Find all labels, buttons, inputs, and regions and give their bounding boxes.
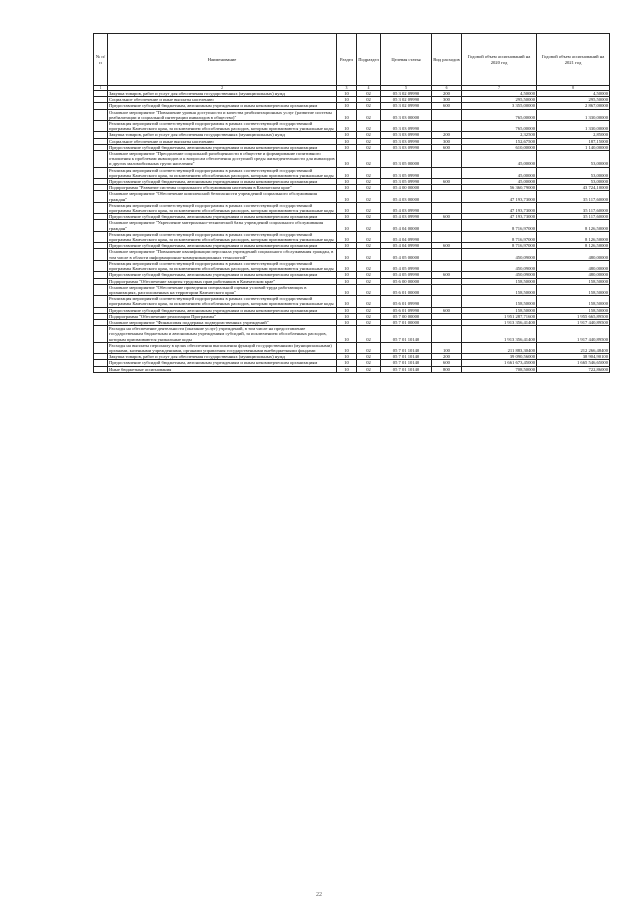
row-expense-type: 600 (432, 360, 462, 366)
column-number: 3 (337, 86, 357, 91)
row-target-article: 05 4 04 09990 (381, 231, 432, 242)
row-target-article: 05 7 00 00000 (381, 313, 432, 319)
row-name: Подпрограмма "Развитие системы социального обслуживания населения в Камчатском крае" (108, 185, 337, 191)
row-name: Иные бюджетные ассигнования (108, 366, 337, 372)
row-amount-2021: 1 140,00000 (537, 144, 610, 150)
row-expense-type: 600 (432, 214, 462, 220)
row-subsection: 02 (357, 313, 381, 319)
row-amount-2020: 610,00000 (462, 144, 537, 150)
row-expense-type (432, 284, 462, 295)
row-amount-2021: 295,50000 (537, 97, 610, 103)
row-subsection: 02 (357, 138, 381, 144)
row-expense-type (432, 121, 462, 132)
row-amount-2020: 47 193,73000 (462, 214, 537, 220)
row-expense-type (432, 260, 462, 271)
row-target-article: 05 3 02 09990 (381, 91, 432, 97)
row-target-article: 05 7 01 10140 (381, 354, 432, 360)
row-amount-2021: 1 917 440,89500 (537, 326, 610, 343)
row-subsection: 02 (357, 167, 381, 178)
row-name: Социальное обеспечение и иные выплаты населению (108, 138, 337, 144)
row-amount-2021: 35 117,60000 (537, 214, 610, 220)
row-expense-type: 600 (432, 307, 462, 313)
row-name: Предоставление субсидий бюджетным, автономным учреждениям и иным некоммерческим организациям (108, 214, 337, 220)
row-name: Предоставление субсидий бюджетным, автономным учреждениям и иным некоммерческим организациям (108, 179, 337, 185)
row-section: 10 (337, 132, 357, 138)
table-row (94, 231, 610, 242)
row-target-article: 05 4 04 00000 (381, 220, 432, 231)
row-expense-type (432, 296, 462, 307)
row-section: 10 (337, 151, 357, 168)
row-expense-type: 600 (432, 179, 462, 185)
table-body (94, 91, 610, 373)
row-subsection: 02 (357, 342, 381, 353)
row-target-article: 05 4 00 00000 (381, 185, 432, 191)
column-number: 5 (381, 86, 432, 91)
row-amount-2021: 187,15000 (537, 138, 610, 144)
row-name: Предоставление субсидий бюджетным, автономным учреждениям и иным некоммерческим организациям (108, 243, 337, 249)
row-subsection: 02 (357, 109, 381, 120)
row-section: 10 (337, 144, 357, 150)
row-amount-2020: 39 090,56000 (462, 354, 537, 360)
row-amount-2021: 1 955 665,89500 (537, 313, 610, 319)
row-name: Основное мероприятие "Повышение квалификации персонала учреждений социального обслуживания граждан, в том числе в области информационно-коммуникационных технологий" (108, 249, 337, 260)
row-subsection: 02 (357, 179, 381, 185)
row-amount-2021: 1 330,00000 (537, 121, 610, 132)
row-subsection: 02 (357, 151, 381, 168)
row-number (94, 151, 108, 168)
row-target-article: 05 3 03 09990 (381, 144, 432, 150)
row-name: Предоставление субсидий бюджетным, автономным учреждениям и иным некоммерческим организациям (108, 272, 337, 278)
row-target-article: 05 3 03 09990 (381, 121, 432, 132)
row-name: Предоставление субсидий бюджетным, автономным учреждениям и иным некоммерческим организациям (108, 360, 337, 366)
row-number (94, 284, 108, 295)
row-section: 10 (337, 167, 357, 178)
row-amount-2020: 8 716,97000 (462, 220, 537, 231)
row-subsection: 02 (357, 243, 381, 249)
row-name: Реализация мероприятий соответствующей подпрограммы в рамках соответствующей государственной программы Камчатского края, за исключением обособленных расходов, которым присваиваются уникальные коды (108, 167, 337, 178)
row-amount-2021: 53,00000 (537, 151, 610, 168)
row-section: 10 (337, 214, 357, 220)
row-section: 10 (337, 109, 357, 120)
row-name: Предоставление субсидий бюджетным, автономным учреждениям и иным некоммерческим организациям (108, 103, 337, 109)
row-amount-2021: 158,50000 (537, 284, 610, 295)
table-row (94, 202, 610, 213)
row-subsection: 02 (357, 132, 381, 138)
row-amount-2020: 2,32500 (462, 132, 537, 138)
row-section: 10 (337, 202, 357, 213)
row-subsection: 02 (357, 296, 381, 307)
row-section: 10 (337, 342, 357, 353)
row-amount-2021: 8 126,50000 (537, 220, 610, 231)
row-number (94, 231, 108, 242)
row-amount-2020: 8 716,97000 (462, 243, 537, 249)
row-expense-type: 300 (432, 97, 462, 103)
row-subsection: 02 (357, 278, 381, 284)
row-name: Расходы на выплаты персоналу в целях обеспечения выполнения функций государственными (муниципальными) органами, казенными учреждениями, органами управления государственными внебюджетными фондами (108, 342, 337, 353)
row-amount-2020: 8 716,97000 (462, 231, 537, 242)
row-section: 10 (337, 354, 357, 360)
row-amount-2020: 450,09000 (462, 272, 537, 278)
row-subsection: 02 (357, 272, 381, 278)
row-section: 10 (337, 307, 357, 313)
row-section: 10 (337, 91, 357, 97)
table-row (94, 342, 610, 353)
row-number (94, 202, 108, 213)
table-row (94, 151, 610, 168)
row-name: Основное мероприятие "Финансовая поддержка подведомственных учреждений" (108, 319, 337, 325)
row-target-article: 05 6 00 00000 (381, 278, 432, 284)
header-name: Наименование (108, 34, 337, 86)
row-amount-2021: 1 330,00000 (537, 109, 610, 120)
row-name: Основное мероприятие "Преодоление социальной разобщенности в обществе и формирование позитивного отношения к проблемам инвалидов и к вопросам обеспечения доступной среды жизнедеятельности для инвалидов и других маломобильных групп населения" (109, 151, 335, 167)
row-name: Предоставление субсидий бюджетным, автономным учреждениям и иным некоммерческим организациям (108, 144, 337, 150)
page-number: 22 (316, 892, 322, 898)
row-amount-2020: 1 951 287,71600 (462, 313, 537, 319)
header-subsection: Подраздел (357, 34, 381, 86)
row-amount-2020: 158,50000 (462, 307, 537, 313)
row-expense-type (432, 167, 462, 178)
row-amount-2020: 3 355,00000 (462, 103, 537, 109)
row-target-article: 05 3 02 09990 (381, 97, 432, 103)
row-expense-type: 600 (432, 243, 462, 249)
column-number: 6 (432, 86, 462, 91)
row-amount-2021: 158,50000 (537, 278, 610, 284)
table-row (94, 249, 610, 260)
row-number (94, 296, 108, 307)
row-amount-2021: 8 126,50000 (537, 231, 610, 242)
column-number: 4 (357, 86, 381, 91)
row-amount-2021: 35 117,60000 (537, 202, 610, 213)
row-amount-2021: 2 867,00000 (537, 103, 610, 109)
row-subsection: 02 (357, 202, 381, 213)
row-amount-2021: 480,00000 (537, 260, 610, 271)
table-header-row (94, 34, 610, 86)
row-expense-type (432, 220, 462, 231)
row-section: 10 (337, 103, 357, 109)
row-amount-2020: 56 360,79000 (462, 185, 537, 191)
row-amount-2020: 1 913 356,41400 (462, 326, 537, 343)
row-section: 10 (337, 278, 357, 284)
row-amount-2020: 4,50000 (462, 91, 537, 97)
row-section: 10 (337, 243, 357, 249)
row-subsection: 02 (357, 249, 381, 260)
row-amount-2020: 45,00000 (462, 179, 537, 185)
table-row (94, 220, 610, 231)
row-section: 10 (337, 284, 357, 295)
row-name: Подпрограмма "Обеспечение реализации Программы" (108, 313, 337, 319)
row-target-article: 05 3 05 09990 (381, 179, 432, 185)
table-row (94, 167, 610, 178)
row-section: 10 (337, 220, 357, 231)
row-target-article: 05 4 05 00000 (381, 249, 432, 260)
header-amount-2020: Годовой объем ассигнований на 2020 год (462, 34, 537, 86)
row-amount-2020: 765,00000 (462, 109, 537, 120)
row-expense-type (432, 191, 462, 202)
row-subsection: 02 (357, 354, 381, 360)
row-name: Основное мероприятие "Укрепление материально-технической базы учреждений социального обслуживания граждан" (108, 220, 337, 231)
row-target-article: 05 6 01 09990 (381, 307, 432, 313)
row-expense-type: 100 (432, 342, 462, 353)
row-target-article: 05 4 03 09990 (381, 202, 432, 213)
row-subsection: 02 (357, 284, 381, 295)
row-amount-2021: 8 126,50000 (537, 243, 610, 249)
row-expense-type: 600 (432, 103, 462, 109)
row-subsection: 02 (357, 220, 381, 231)
row-section: 10 (337, 272, 357, 278)
row-subsection: 02 (357, 214, 381, 220)
row-amount-2021: 38 904,90100 (537, 354, 610, 360)
column-number: 2 (108, 86, 337, 91)
row-section: 10 (337, 313, 357, 319)
row-section: 10 (337, 360, 357, 366)
row-name: Основное мероприятие "Повышение уровня доступности и качества реабилитационных услуг (развитие системы реабилитации и социальной интеграции инвалидов в общество)" (108, 109, 337, 120)
row-subsection: 02 (357, 307, 381, 313)
row-amount-2020: 295,50000 (462, 97, 537, 103)
row-amount-2021: 1 665 546,65000 (537, 360, 610, 366)
row-name: Подпрограмма "Обеспечение защиты трудовых прав работников в Камчатском крае" (108, 278, 337, 284)
row-target-article: 05 6 01 00000 (381, 284, 432, 295)
header-expense-type: Вид расходов (432, 34, 462, 86)
row-section: 10 (337, 185, 357, 191)
row-number (94, 109, 108, 120)
row-target-article: 05 3 05 09990 (381, 167, 432, 178)
table-row (94, 260, 610, 271)
row-target-article: 05 7 01 10140 (381, 342, 432, 353)
row-target-article: 05 4 04 09990 (381, 243, 432, 249)
row-target-article: 05 3 03 09990 (381, 138, 432, 144)
row-amount-2021: 1 917 440,89500 (537, 319, 610, 325)
row-subsection: 02 (357, 326, 381, 343)
row-subsection: 02 (357, 319, 381, 325)
row-target-article: 05 7 01 10140 (381, 366, 432, 372)
row-subsection: 02 (357, 97, 381, 103)
row-number (94, 220, 108, 231)
row-name: Закупка товаров, работ и услуг для обеспечения государственных (муниципальных) нужд (108, 132, 337, 138)
row-expense-type: 200 (432, 132, 462, 138)
row-amount-2020: 450,09000 (462, 260, 537, 271)
header-amount-2021: Годовой объем ассигнований на 2021 год (537, 34, 610, 86)
row-subsection: 02 (357, 144, 381, 150)
row-amount-2021: 480,00000 (537, 249, 610, 260)
row-amount-2021: 35 117,60000 (537, 191, 610, 202)
row-number (94, 342, 108, 353)
row-name: Закупка товаров, работ и услуг для обеспечения государственных (муниципальных) нужд (108, 354, 337, 360)
row-section: 10 (337, 366, 357, 372)
row-expense-type: 200 (432, 91, 462, 97)
row-target-article: 05 7 01 10140 (381, 360, 432, 366)
table-row (94, 121, 610, 132)
row-amount-2020: 158,50000 (462, 278, 537, 284)
row-number (94, 249, 108, 260)
table-row (94, 296, 610, 307)
row-amount-2020: 158,50000 (462, 284, 537, 295)
row-subsection: 02 (357, 185, 381, 191)
row-amount-2020: 158,50000 (462, 296, 537, 307)
row-section: 10 (337, 138, 357, 144)
row-subsection: 02 (357, 260, 381, 271)
row-target-article: 05 6 01 09990 (381, 296, 432, 307)
row-amount-2020: 1 661 673,45000 (462, 360, 537, 366)
row-name: Реализация мероприятий соответствующей подпрограммы в рамках соответствующей государственной программы Камчатского края, за исключением обособленных расходов, которым присваиваются уникальные коды (108, 121, 337, 132)
row-name: Основное мероприятие "Обеспечение комплексной безопасности учреждений социального обслуживания граждан" (108, 191, 337, 202)
row-amount-2020: 1 913 356,41400 (462, 319, 537, 325)
row-amount-2020: 152,67500 (462, 138, 537, 144)
row-expense-type (432, 202, 462, 213)
row-section: 10 (337, 326, 357, 343)
row-name: Основное мероприятие "Обеспечение проведения специальной оценки условий труда работающих в организациях, расположенных на территории Камчатского края" (108, 284, 337, 295)
header-section: Раздел (337, 34, 357, 86)
row-amount-2020: 765,00000 (462, 121, 537, 132)
row-amount-2021: 53,00000 (537, 167, 610, 178)
table-row (94, 326, 610, 343)
column-number: 7 (462, 86, 537, 91)
column-number: 8 (537, 86, 610, 91)
table-row (94, 284, 610, 295)
row-amount-2021: 43 724,10000 (537, 185, 610, 191)
row-target-article: 05 4 05 09990 (381, 272, 432, 278)
row-number (94, 191, 108, 202)
row-number (94, 121, 108, 132)
budget-allocation-table (93, 33, 610, 373)
row-amount-2021: 158,50000 (537, 296, 610, 307)
row-name: Реализация мероприятий соответствующей подпрограммы в рамках соответствующей государственной программы Камчатского края, за исключением обособленных расходов, которым присваиваются уникальные коды (108, 260, 337, 271)
row-section: 10 (337, 249, 357, 260)
row-target-article: 05 4 03 09990 (381, 214, 432, 220)
header-number: № п/п (94, 34, 108, 86)
row-expense-type (432, 231, 462, 242)
row-subsection: 02 (357, 366, 381, 372)
row-amount-2021: 53,00000 (537, 179, 610, 185)
table-row (94, 109, 610, 120)
row-target-article: 05 7 01 10140 (381, 326, 432, 343)
row-amount-2021: 722,86000 (537, 366, 610, 372)
row-expense-type (432, 326, 462, 343)
header-target-article: Целевая статья (381, 34, 432, 86)
row-name: Реализация мероприятий соответствующей подпрограммы в рамках соответствующей государственной программы Камчатского края, за исключением обособленных расходов, которым присваиваются уникальные коды (108, 231, 337, 242)
row-subsection: 02 (357, 191, 381, 202)
row-number (94, 366, 108, 372)
row-expense-type: 200 (432, 354, 462, 360)
table-row (94, 191, 610, 202)
row-name: Реализация мероприятий соответствующей подпрограммы в рамках соответствующей государственной программы Камчатского края, за исключением обособленных расходов, которым присваиваются уникальные коды (108, 296, 337, 307)
row-section: 10 (337, 121, 357, 132)
row-name: Закупка товаров, работ и услуг для обеспечения государственных (муниципальных) нужд (108, 91, 337, 97)
row-amount-2021: 480,00000 (537, 272, 610, 278)
row-expense-type (432, 109, 462, 120)
row-amount-2020: 47 193,73000 (462, 191, 537, 202)
row-number (94, 260, 108, 271)
row-expense-type: 300 (432, 138, 462, 144)
table-row (94, 366, 610, 372)
row-section: 10 (337, 97, 357, 103)
row-section: 10 (337, 179, 357, 185)
row-target-article: 05 3 05 00000 (381, 151, 432, 168)
row-expense-type: 600 (432, 272, 462, 278)
row-target-article: 05 3 02 09990 (381, 103, 432, 109)
row-amount-2021: 212 266,48400 (537, 342, 610, 353)
row-amount-2020: 45,00000 (462, 167, 537, 178)
row-amount-2020: 211 883,30400 (462, 342, 537, 353)
column-number: 1 (94, 86, 108, 91)
row-target-article: 05 4 03 00000 (381, 191, 432, 202)
row-target-article: 05 7 01 00000 (381, 319, 432, 325)
row-subsection: 02 (357, 231, 381, 242)
row-expense-type (432, 249, 462, 260)
row-name: Предоставление субсидий бюджетным, автономным учреждениям и иным некоммерческим организациям (108, 307, 337, 313)
row-expense-type: 600 (432, 144, 462, 150)
row-section: 10 (337, 231, 357, 242)
row-target-article: 05 3 03 09990 (381, 132, 432, 138)
row-number (94, 326, 108, 343)
row-subsection: 02 (357, 360, 381, 366)
row-subsection: 02 (357, 103, 381, 109)
row-number (94, 167, 108, 178)
row-subsection: 02 (357, 91, 381, 97)
row-target-article: 05 4 05 09990 (381, 260, 432, 271)
row-amount-2020: 708,50000 (462, 366, 537, 372)
row-amount-2021: 158,50000 (537, 307, 610, 313)
row-section: 10 (337, 260, 357, 271)
row-amount-2021: 4,50000 (537, 91, 610, 97)
row-target-article: 05 3 03 00000 (381, 109, 432, 120)
row-section: 10 (337, 191, 357, 202)
row-amount-2020: 450,09000 (462, 249, 537, 260)
row-amount-2020: 45,00000 (462, 151, 537, 168)
row-amount-2021: 2,85000 (537, 132, 610, 138)
row-name: Реализация мероприятий соответствующей подпрограммы в рамках соответствующей государственной программы Камчатского края, за исключением обособленных расходов, которым присваиваются уникальные коды (108, 202, 337, 213)
row-expense-type: 800 (432, 366, 462, 372)
row-name: Социальное обеспечение и иные выплаты населению (108, 97, 337, 103)
row-amount-2020: 47 193,73000 (462, 202, 537, 213)
row-section: 10 (337, 296, 357, 307)
row-expense-type (432, 151, 462, 168)
row-name: Расходы на обеспечение деятельности (оказание услуг) учреждений, в том числе на предоставление государственным бюджетным и автономным учреждениям субсидий, за исключением обособленных расходов, которым присваиваются уникальные коды (108, 326, 337, 343)
row-section: 10 (337, 319, 357, 325)
row-subsection: 02 (357, 121, 381, 132)
